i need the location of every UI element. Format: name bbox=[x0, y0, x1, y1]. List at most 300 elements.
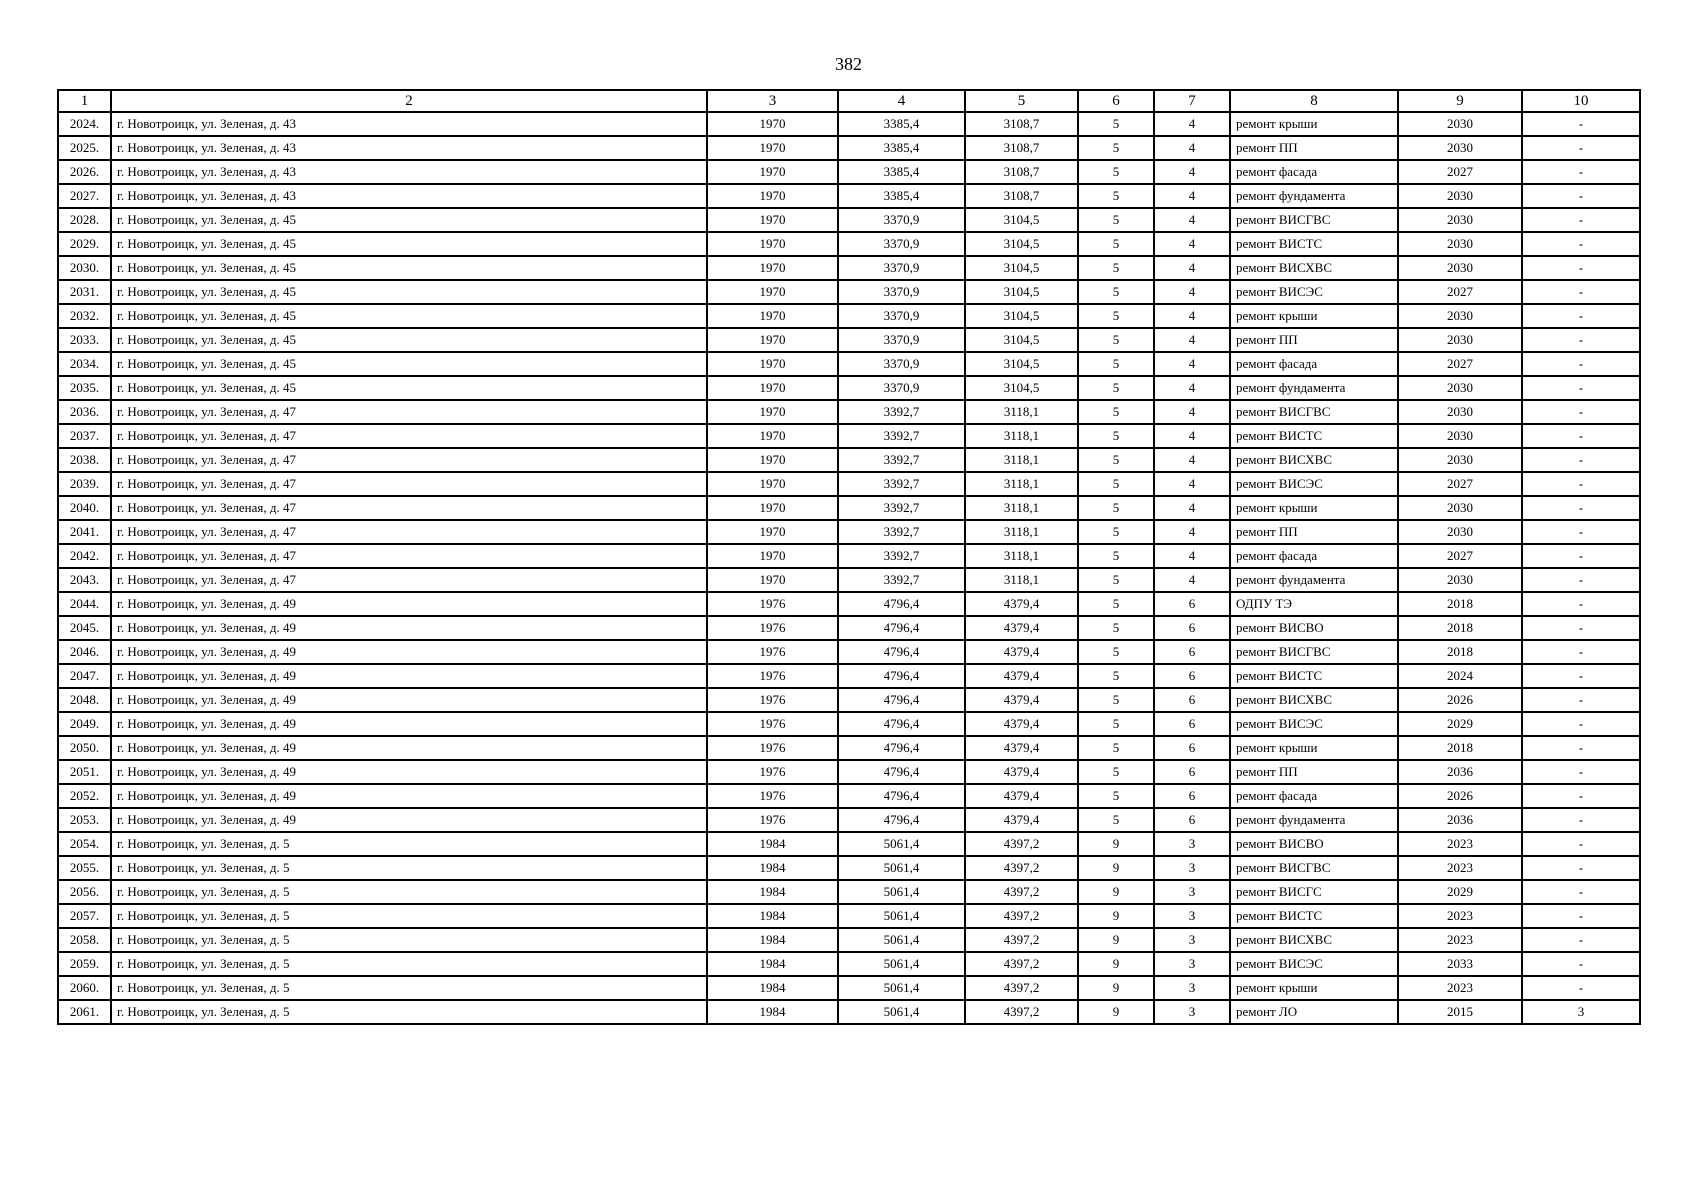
cell-work-type: ремонт ПП bbox=[1230, 520, 1398, 544]
cell-build-year: 1976 bbox=[707, 640, 838, 664]
cell-address: г. Новотроицк, ул. Зеленая, д. 49 bbox=[111, 712, 707, 736]
cell-row-number: 2044. bbox=[58, 592, 111, 616]
table-row bbox=[58, 760, 1640, 784]
cell-row-number: 2024. bbox=[58, 112, 111, 136]
cell-floors: 5 bbox=[1078, 784, 1154, 808]
cell-row-number: 2027. bbox=[58, 184, 111, 208]
cell-planned-year: 2023 bbox=[1398, 928, 1522, 952]
cell-work-type: ремонт ВИСВО bbox=[1230, 832, 1398, 856]
cell-total-area: 5061,4 bbox=[838, 832, 965, 856]
cell-floors: 5 bbox=[1078, 616, 1154, 640]
cell-row-number: 2047. bbox=[58, 664, 111, 688]
cell-row-number: 2039. bbox=[58, 472, 111, 496]
cell-build-year: 1970 bbox=[707, 328, 838, 352]
cell-extra-value: - bbox=[1522, 616, 1640, 640]
column-header-5: 5 bbox=[965, 90, 1078, 112]
cell-extra-value: - bbox=[1522, 904, 1640, 928]
cell-entrances: 4 bbox=[1154, 424, 1230, 448]
cell-entrances: 4 bbox=[1154, 112, 1230, 136]
cell-total-area: 4796,4 bbox=[838, 688, 965, 712]
cell-row-number: 2057. bbox=[58, 904, 111, 928]
cell-extra-value: - bbox=[1522, 280, 1640, 304]
cell-planned-year: 2030 bbox=[1398, 328, 1522, 352]
table-row bbox=[58, 592, 1640, 616]
cell-work-type: ремонт ВИСЭС bbox=[1230, 472, 1398, 496]
cell-row-number: 2025. bbox=[58, 136, 111, 160]
table-row bbox=[58, 400, 1640, 424]
cell-planned-year: 2018 bbox=[1398, 592, 1522, 616]
cell-address: г. Новотроицк, ул. Зеленая, д. 45 bbox=[111, 208, 707, 232]
cell-row-number: 2036. bbox=[58, 400, 111, 424]
cell-total-area: 3370,9 bbox=[838, 232, 965, 256]
cell-work-type: ремонт ВИСХВС bbox=[1230, 256, 1398, 280]
cell-planned-year: 2026 bbox=[1398, 688, 1522, 712]
cell-entrances: 3 bbox=[1154, 928, 1230, 952]
cell-extra-value: - bbox=[1522, 568, 1640, 592]
cell-floors: 5 bbox=[1078, 280, 1154, 304]
cell-row-number: 2058. bbox=[58, 928, 111, 952]
cell-address: г. Новотроицк, ул. Зеленая, д. 45 bbox=[111, 352, 707, 376]
cell-planned-year: 2027 bbox=[1398, 280, 1522, 304]
cell-address: г. Новотроицк, ул. Зеленая, д. 49 bbox=[111, 736, 707, 760]
table-row bbox=[58, 208, 1640, 232]
cell-living-area: 3118,1 bbox=[965, 568, 1078, 592]
table-row bbox=[58, 304, 1640, 328]
cell-entrances: 4 bbox=[1154, 232, 1230, 256]
column-header-8: 8 bbox=[1230, 90, 1398, 112]
cell-floors: 5 bbox=[1078, 568, 1154, 592]
cell-row-number: 2041. bbox=[58, 520, 111, 544]
cell-living-area: 4379,4 bbox=[965, 760, 1078, 784]
cell-entrances: 6 bbox=[1154, 736, 1230, 760]
cell-address: г. Новотроицк, ул. Зеленая, д. 5 bbox=[111, 880, 707, 904]
cell-address: г. Новотроицк, ул. Зеленая, д. 45 bbox=[111, 232, 707, 256]
table-row bbox=[58, 832, 1640, 856]
cell-build-year: 1970 bbox=[707, 496, 838, 520]
cell-planned-year: 2024 bbox=[1398, 664, 1522, 688]
cell-total-area: 5061,4 bbox=[838, 856, 965, 880]
cell-build-year: 1976 bbox=[707, 592, 838, 616]
cell-row-number: 2061. bbox=[58, 1000, 111, 1024]
cell-work-type: ремонт ВИСЭС bbox=[1230, 952, 1398, 976]
cell-extra-value: - bbox=[1522, 664, 1640, 688]
cell-planned-year: 2018 bbox=[1398, 736, 1522, 760]
cell-total-area: 5061,4 bbox=[838, 1000, 965, 1024]
cell-total-area: 3392,7 bbox=[838, 520, 965, 544]
cell-build-year: 1984 bbox=[707, 904, 838, 928]
table-row bbox=[58, 328, 1640, 352]
cell-total-area: 4796,4 bbox=[838, 760, 965, 784]
cell-row-number: 2034. bbox=[58, 352, 111, 376]
cell-living-area: 4397,2 bbox=[965, 832, 1078, 856]
cell-floors: 5 bbox=[1078, 376, 1154, 400]
cell-entrances: 4 bbox=[1154, 256, 1230, 280]
cell-extra-value: - bbox=[1522, 976, 1640, 1000]
cell-build-year: 1970 bbox=[707, 520, 838, 544]
cell-row-number: 2040. bbox=[58, 496, 111, 520]
cell-build-year: 1984 bbox=[707, 856, 838, 880]
cell-floors: 5 bbox=[1078, 448, 1154, 472]
cell-extra-value: - bbox=[1522, 640, 1640, 664]
cell-extra-value: - bbox=[1522, 424, 1640, 448]
cell-total-area: 3392,7 bbox=[838, 400, 965, 424]
cell-build-year: 1970 bbox=[707, 184, 838, 208]
cell-build-year: 1976 bbox=[707, 616, 838, 640]
cell-living-area: 4397,2 bbox=[965, 880, 1078, 904]
cell-entrances: 6 bbox=[1154, 760, 1230, 784]
cell-work-type: ремонт крыши bbox=[1230, 112, 1398, 136]
table-row bbox=[58, 904, 1640, 928]
cell-work-type: ремонт ВИСЭС bbox=[1230, 712, 1398, 736]
cell-floors: 5 bbox=[1078, 736, 1154, 760]
cell-entrances: 3 bbox=[1154, 1000, 1230, 1024]
column-header-3: 3 bbox=[707, 90, 838, 112]
cell-extra-value: 3 bbox=[1522, 1000, 1640, 1024]
cell-extra-value: - bbox=[1522, 352, 1640, 376]
cell-row-number: 2051. bbox=[58, 760, 111, 784]
cell-work-type: ремонт ВИСГС bbox=[1230, 880, 1398, 904]
cell-total-area: 3385,4 bbox=[838, 112, 965, 136]
cell-planned-year: 2030 bbox=[1398, 568, 1522, 592]
cell-entrances: 6 bbox=[1154, 616, 1230, 640]
cell-living-area: 3118,1 bbox=[965, 544, 1078, 568]
cell-planned-year: 2027 bbox=[1398, 160, 1522, 184]
cell-living-area: 4379,4 bbox=[965, 664, 1078, 688]
cell-work-type: ремонт ВИСТС bbox=[1230, 904, 1398, 928]
column-header-6: 6 bbox=[1078, 90, 1154, 112]
cell-planned-year: 2030 bbox=[1398, 256, 1522, 280]
cell-living-area: 4397,2 bbox=[965, 1000, 1078, 1024]
cell-row-number: 2029. bbox=[58, 232, 111, 256]
cell-extra-value: - bbox=[1522, 856, 1640, 880]
cell-total-area: 3370,9 bbox=[838, 304, 965, 328]
cell-extra-value: - bbox=[1522, 112, 1640, 136]
cell-row-number: 2042. bbox=[58, 544, 111, 568]
cell-address: г. Новотроицк, ул. Зеленая, д. 43 bbox=[111, 184, 707, 208]
cell-build-year: 1970 bbox=[707, 304, 838, 328]
cell-floors: 5 bbox=[1078, 184, 1154, 208]
cell-build-year: 1970 bbox=[707, 400, 838, 424]
table-row bbox=[58, 160, 1640, 184]
cell-work-type: ремонт фундамента bbox=[1230, 376, 1398, 400]
cell-living-area: 4379,4 bbox=[965, 712, 1078, 736]
cell-entrances: 4 bbox=[1154, 400, 1230, 424]
cell-address: г. Новотроицк, ул. Зеленая, д. 45 bbox=[111, 304, 707, 328]
cell-entrances: 4 bbox=[1154, 160, 1230, 184]
cell-planned-year: 2026 bbox=[1398, 784, 1522, 808]
table-row bbox=[58, 136, 1640, 160]
cell-floors: 5 bbox=[1078, 136, 1154, 160]
table-row bbox=[58, 640, 1640, 664]
cell-total-area: 5061,4 bbox=[838, 976, 965, 1000]
cell-total-area: 3385,4 bbox=[838, 136, 965, 160]
cell-entrances: 3 bbox=[1154, 952, 1230, 976]
cell-entrances: 4 bbox=[1154, 520, 1230, 544]
cell-entrances: 6 bbox=[1154, 688, 1230, 712]
cell-row-number: 2050. bbox=[58, 736, 111, 760]
cell-entrances: 6 bbox=[1154, 784, 1230, 808]
cell-total-area: 5061,4 bbox=[838, 904, 965, 928]
table-row bbox=[58, 496, 1640, 520]
cell-planned-year: 2036 bbox=[1398, 808, 1522, 832]
cell-living-area: 3108,7 bbox=[965, 112, 1078, 136]
page-number: 382 bbox=[835, 54, 862, 74]
cell-floors: 5 bbox=[1078, 208, 1154, 232]
cell-living-area: 4397,2 bbox=[965, 976, 1078, 1000]
cell-total-area: 3392,7 bbox=[838, 424, 965, 448]
cell-extra-value: - bbox=[1522, 208, 1640, 232]
cell-address: г. Новотроицк, ул. Зеленая, д. 5 bbox=[111, 1000, 707, 1024]
cell-entrances: 3 bbox=[1154, 880, 1230, 904]
cell-row-number: 2048. bbox=[58, 688, 111, 712]
cell-living-area: 3104,5 bbox=[965, 376, 1078, 400]
cell-address: г. Новотроицк, ул. Зеленая, д. 47 bbox=[111, 424, 707, 448]
table-row bbox=[58, 520, 1640, 544]
cell-build-year: 1984 bbox=[707, 880, 838, 904]
cell-build-year: 1984 bbox=[707, 952, 838, 976]
cell-build-year: 1976 bbox=[707, 688, 838, 712]
cell-entrances: 4 bbox=[1154, 544, 1230, 568]
data-table bbox=[57, 89, 1641, 1025]
column-header-7: 7 bbox=[1154, 90, 1230, 112]
cell-entrances: 4 bbox=[1154, 184, 1230, 208]
cell-work-type: ремонт ВИСГВС bbox=[1230, 400, 1398, 424]
column-header-10: 10 bbox=[1522, 90, 1640, 112]
table-row bbox=[58, 736, 1640, 760]
cell-work-type: ремонт ВИСТС bbox=[1230, 232, 1398, 256]
cell-floors: 5 bbox=[1078, 760, 1154, 784]
cell-work-type: ремонт фасада bbox=[1230, 352, 1398, 376]
cell-build-year: 1976 bbox=[707, 736, 838, 760]
cell-address: г. Новотроицк, ул. Зеленая, д. 45 bbox=[111, 280, 707, 304]
cell-entrances: 4 bbox=[1154, 136, 1230, 160]
cell-work-type: ремонт ВИСТС bbox=[1230, 664, 1398, 688]
cell-row-number: 2049. bbox=[58, 712, 111, 736]
cell-planned-year: 2018 bbox=[1398, 640, 1522, 664]
cell-living-area: 3104,5 bbox=[965, 208, 1078, 232]
cell-extra-value: - bbox=[1522, 400, 1640, 424]
table-row bbox=[58, 952, 1640, 976]
cell-build-year: 1970 bbox=[707, 280, 838, 304]
table-row bbox=[58, 280, 1640, 304]
cell-total-area: 3392,7 bbox=[838, 448, 965, 472]
cell-row-number: 2038. bbox=[58, 448, 111, 472]
table-row bbox=[58, 112, 1640, 136]
cell-build-year: 1970 bbox=[707, 352, 838, 376]
cell-floors: 5 bbox=[1078, 520, 1154, 544]
cell-row-number: 2026. bbox=[58, 160, 111, 184]
cell-address: г. Новотроицк, ул. Зеленая, д. 47 bbox=[111, 544, 707, 568]
cell-entrances: 4 bbox=[1154, 376, 1230, 400]
cell-floors: 9 bbox=[1078, 880, 1154, 904]
cell-floors: 5 bbox=[1078, 496, 1154, 520]
cell-extra-value: - bbox=[1522, 544, 1640, 568]
table-row bbox=[58, 256, 1640, 280]
cell-living-area: 4379,4 bbox=[965, 808, 1078, 832]
cell-floors: 5 bbox=[1078, 304, 1154, 328]
cell-row-number: 2032. bbox=[58, 304, 111, 328]
cell-planned-year: 2023 bbox=[1398, 856, 1522, 880]
cell-work-type: ремонт ВИСХВС bbox=[1230, 688, 1398, 712]
cell-address: г. Новотроицк, ул. Зеленая, д. 5 bbox=[111, 856, 707, 880]
cell-row-number: 2035. bbox=[58, 376, 111, 400]
cell-total-area: 5061,4 bbox=[838, 928, 965, 952]
cell-entrances: 4 bbox=[1154, 328, 1230, 352]
cell-row-number: 2031. bbox=[58, 280, 111, 304]
cell-planned-year: 2036 bbox=[1398, 760, 1522, 784]
cell-entrances: 3 bbox=[1154, 832, 1230, 856]
cell-work-type: ремонт фасада bbox=[1230, 544, 1398, 568]
table-row bbox=[58, 448, 1640, 472]
cell-row-number: 2060. bbox=[58, 976, 111, 1000]
cell-living-area: 3104,5 bbox=[965, 232, 1078, 256]
cell-row-number: 2028. bbox=[58, 208, 111, 232]
cell-extra-value: - bbox=[1522, 328, 1640, 352]
cell-work-type: ремонт фундамента bbox=[1230, 568, 1398, 592]
cell-address: г. Новотроицк, ул. Зеленая, д. 43 bbox=[111, 112, 707, 136]
cell-row-number: 2055. bbox=[58, 856, 111, 880]
cell-build-year: 1970 bbox=[707, 136, 838, 160]
cell-extra-value: - bbox=[1522, 736, 1640, 760]
cell-work-type: ремонт ВИСВО bbox=[1230, 616, 1398, 640]
cell-work-type: ремонт ПП bbox=[1230, 136, 1398, 160]
table-header-row bbox=[58, 90, 1640, 112]
cell-total-area: 4796,4 bbox=[838, 784, 965, 808]
cell-planned-year: 2030 bbox=[1398, 400, 1522, 424]
cell-address: г. Новотроицк, ул. Зеленая, д. 49 bbox=[111, 760, 707, 784]
cell-address: г. Новотроицк, ул. Зеленая, д. 47 bbox=[111, 400, 707, 424]
cell-living-area: 4397,2 bbox=[965, 952, 1078, 976]
table-row bbox=[58, 688, 1640, 712]
table-row bbox=[58, 232, 1640, 256]
cell-extra-value: - bbox=[1522, 520, 1640, 544]
cell-extra-value: - bbox=[1522, 232, 1640, 256]
cell-floors: 5 bbox=[1078, 400, 1154, 424]
cell-living-area: 4379,4 bbox=[965, 736, 1078, 760]
cell-build-year: 1970 bbox=[707, 256, 838, 280]
cell-planned-year: 2030 bbox=[1398, 496, 1522, 520]
cell-work-type: ремонт ПП bbox=[1230, 760, 1398, 784]
cell-build-year: 1976 bbox=[707, 808, 838, 832]
cell-extra-value: - bbox=[1522, 808, 1640, 832]
cell-entrances: 6 bbox=[1154, 664, 1230, 688]
cell-row-number: 2054. bbox=[58, 832, 111, 856]
table-row bbox=[58, 880, 1640, 904]
cell-work-type: ремонт крыши bbox=[1230, 304, 1398, 328]
cell-planned-year: 2030 bbox=[1398, 376, 1522, 400]
cell-total-area: 4796,4 bbox=[838, 640, 965, 664]
cell-build-year: 1970 bbox=[707, 208, 838, 232]
cell-total-area: 3392,7 bbox=[838, 496, 965, 520]
cell-address: г. Новотроицк, ул. Зеленая, д. 5 bbox=[111, 928, 707, 952]
cell-total-area: 3370,9 bbox=[838, 256, 965, 280]
cell-living-area: 4379,4 bbox=[965, 688, 1078, 712]
cell-living-area: 3108,7 bbox=[965, 184, 1078, 208]
cell-build-year: 1976 bbox=[707, 760, 838, 784]
cell-floors: 5 bbox=[1078, 112, 1154, 136]
cell-build-year: 1970 bbox=[707, 448, 838, 472]
cell-address: г. Новотроицк, ул. Зеленая, д. 5 bbox=[111, 904, 707, 928]
cell-total-area: 4796,4 bbox=[838, 592, 965, 616]
cell-total-area: 5061,4 bbox=[838, 880, 965, 904]
cell-total-area: 3392,7 bbox=[838, 472, 965, 496]
cell-build-year: 1970 bbox=[707, 568, 838, 592]
cell-extra-value: - bbox=[1522, 928, 1640, 952]
cell-work-type: ремонт крыши bbox=[1230, 496, 1398, 520]
cell-extra-value: - bbox=[1522, 376, 1640, 400]
cell-address: г. Новотроицк, ул. Зеленая, д. 47 bbox=[111, 448, 707, 472]
table-body bbox=[58, 112, 1640, 1024]
cell-extra-value: - bbox=[1522, 256, 1640, 280]
cell-extra-value: - bbox=[1522, 880, 1640, 904]
cell-living-area: 3108,7 bbox=[965, 160, 1078, 184]
cell-entrances: 4 bbox=[1154, 280, 1230, 304]
cell-planned-year: 2030 bbox=[1398, 112, 1522, 136]
cell-planned-year: 2023 bbox=[1398, 904, 1522, 928]
cell-row-number: 2052. bbox=[58, 784, 111, 808]
cell-address: г. Новотроицк, ул. Зеленая, д. 49 bbox=[111, 808, 707, 832]
cell-floors: 9 bbox=[1078, 832, 1154, 856]
cell-build-year: 1984 bbox=[707, 1000, 838, 1024]
cell-planned-year: 2030 bbox=[1398, 232, 1522, 256]
cell-total-area: 3370,9 bbox=[838, 352, 965, 376]
cell-living-area: 4379,4 bbox=[965, 784, 1078, 808]
cell-row-number: 2030. bbox=[58, 256, 111, 280]
cell-extra-value: - bbox=[1522, 712, 1640, 736]
cell-address: г. Новотроицк, ул. Зеленая, д. 49 bbox=[111, 616, 707, 640]
cell-build-year: 1970 bbox=[707, 112, 838, 136]
cell-living-area: 3104,5 bbox=[965, 328, 1078, 352]
cell-total-area: 4796,4 bbox=[838, 616, 965, 640]
cell-entrances: 6 bbox=[1154, 592, 1230, 616]
cell-living-area: 4397,2 bbox=[965, 856, 1078, 880]
cell-living-area: 4379,4 bbox=[965, 616, 1078, 640]
table-row bbox=[58, 544, 1640, 568]
cell-living-area: 3118,1 bbox=[965, 400, 1078, 424]
cell-build-year: 1984 bbox=[707, 832, 838, 856]
cell-planned-year: 2030 bbox=[1398, 520, 1522, 544]
column-header-4: 4 bbox=[838, 90, 965, 112]
cell-floors: 5 bbox=[1078, 232, 1154, 256]
cell-living-area: 3104,5 bbox=[965, 256, 1078, 280]
cell-work-type: ремонт фасада bbox=[1230, 160, 1398, 184]
cell-address: г. Новотроицк, ул. Зеленая, д. 47 bbox=[111, 568, 707, 592]
table-row bbox=[58, 184, 1640, 208]
cell-floors: 5 bbox=[1078, 664, 1154, 688]
cell-floors: 5 bbox=[1078, 352, 1154, 376]
cell-planned-year: 2030 bbox=[1398, 304, 1522, 328]
table-row bbox=[58, 784, 1640, 808]
cell-work-type: ремонт ВИСГВС bbox=[1230, 208, 1398, 232]
cell-total-area: 3370,9 bbox=[838, 328, 965, 352]
cell-row-number: 2053. bbox=[58, 808, 111, 832]
cell-planned-year: 2030 bbox=[1398, 448, 1522, 472]
cell-entrances: 4 bbox=[1154, 472, 1230, 496]
cell-floors: 9 bbox=[1078, 952, 1154, 976]
cell-work-type: ремонт фундамента bbox=[1230, 184, 1398, 208]
cell-total-area: 4796,4 bbox=[838, 712, 965, 736]
cell-work-type: ОДПУ ТЭ bbox=[1230, 592, 1398, 616]
cell-entrances: 4 bbox=[1154, 208, 1230, 232]
cell-planned-year: 2023 bbox=[1398, 832, 1522, 856]
cell-extra-value: - bbox=[1522, 784, 1640, 808]
cell-planned-year: 2033 bbox=[1398, 952, 1522, 976]
cell-work-type: ремонт фундамента bbox=[1230, 808, 1398, 832]
cell-address: г. Новотроицк, ул. Зеленая, д. 5 bbox=[111, 976, 707, 1000]
table-row bbox=[58, 424, 1640, 448]
cell-address: г. Новотроицк, ул. Зеленая, д. 47 bbox=[111, 520, 707, 544]
cell-living-area: 3118,1 bbox=[965, 520, 1078, 544]
